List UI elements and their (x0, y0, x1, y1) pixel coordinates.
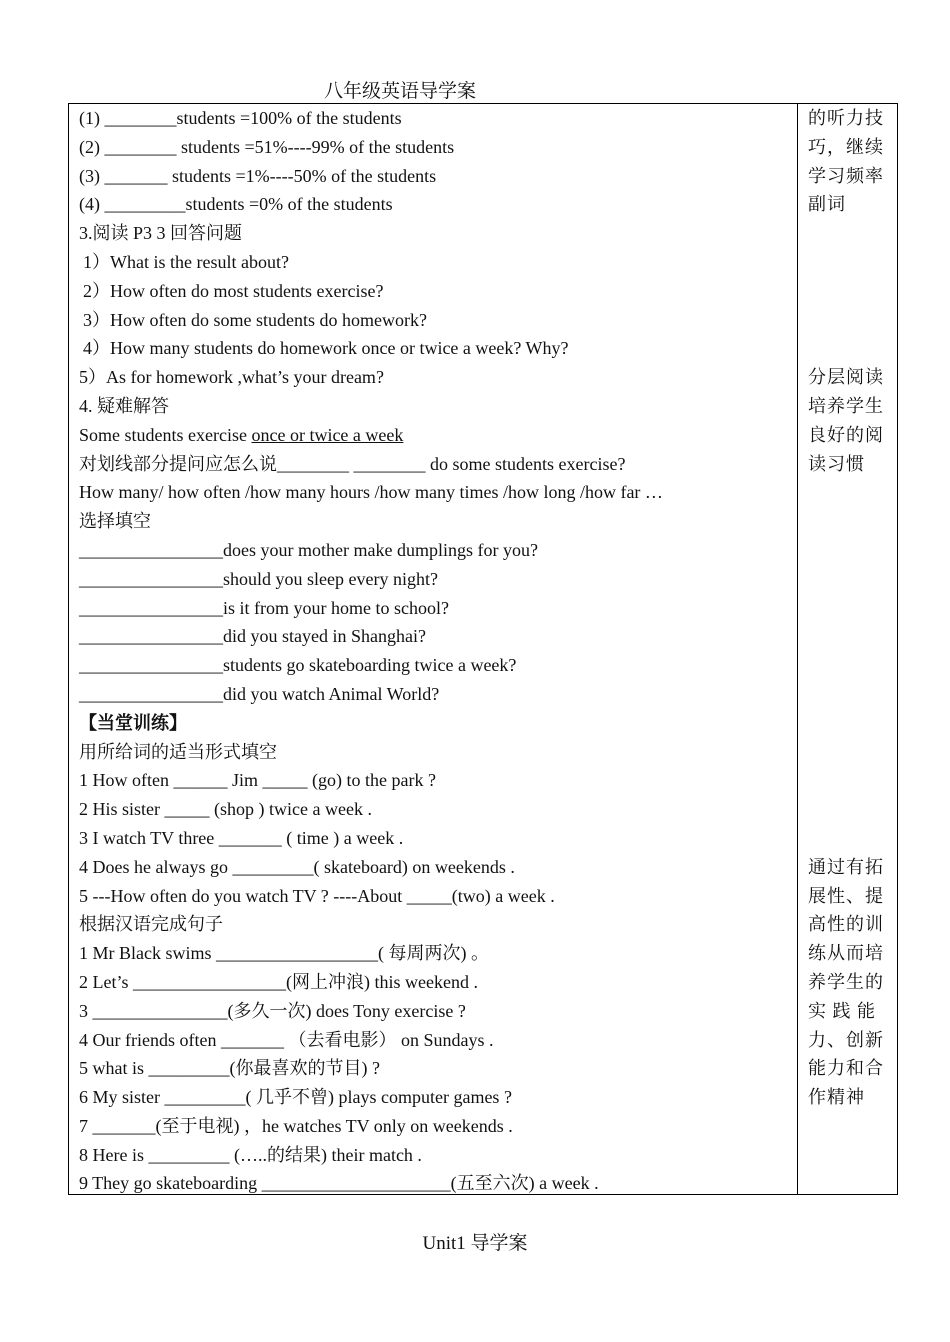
choose-item: ________________did you stayed in Shanghai? (79, 626, 426, 647)
note-line: 能力和合 (808, 1058, 884, 1079)
note-line: 实 践 能 (808, 1000, 876, 1021)
footer-title: Unit1 导学案 (422, 1233, 528, 1254)
translate-item: 7 _______(至于电视) ，he watches TV only on weekends . (79, 1115, 513, 1136)
note-line: 巧，继续 (808, 136, 884, 157)
note-line: 培养学生 (808, 395, 884, 416)
note-line: 作精神 (808, 1087, 865, 1108)
note-line: 学习频率 (808, 165, 884, 186)
practice-heading: 【当堂训练】 (79, 712, 187, 733)
reading-question: 3）How often do some students do homework? (83, 309, 427, 330)
ask-line: 对划线部分提问应怎么说________ ________ do some students exercise? (79, 453, 626, 474)
fill-item: 1 How often ______ Jim _____ (go) to the park ? (79, 770, 436, 791)
choose-item: ________________is it from your home to school? (79, 597, 449, 618)
note-line: 练从而培 (808, 943, 884, 964)
note-line: 分层阅读 (808, 367, 884, 388)
reading-heading: 3.阅读 P3 3 回答问题 (79, 223, 243, 244)
survey-line: (2) ________ students =51%----99% of the students (79, 136, 455, 157)
example-prefix: Some students exercise (79, 424, 252, 445)
note-line: 力、创新 (808, 1029, 884, 1050)
translate-item: 9 They go skateboarding _____________________(五至六次) a week . (79, 1173, 599, 1194)
doubt-heading: 4. 疑难解答 (79, 395, 169, 416)
page-title: 八年级英语导学案 (324, 81, 477, 102)
translate-item: 4 Our friends often _______ （去看电影） on Sundays . (79, 1029, 494, 1050)
translate-item: 1 Mr Black swims __________________( 每周两次) 。 (79, 943, 489, 964)
choose-item: ________________does your mother make dumplings for you? (79, 539, 538, 560)
choose-item: ________________should you sleep every night? (79, 568, 438, 589)
note-line: 副词 (808, 194, 846, 215)
fill-item: 3 I watch TV three _______ ( time ) a week . (79, 827, 404, 848)
translate-item: 5 what is _________(你最喜欢的节目) ? (79, 1058, 380, 1079)
survey-line: (4) _________students =0% of the students (79, 194, 393, 215)
note-line: 良好的阅 (808, 424, 884, 445)
note-line: 的听力技 (808, 108, 884, 128)
survey-line: (1) ________students =100% of the students (79, 108, 402, 128)
translate-item: 6 My sister _________( 几乎不曾) plays computer games ? (79, 1087, 512, 1108)
note-line: 读习惯 (808, 453, 865, 474)
reading-question: 2）How often do most students exercise? (83, 280, 384, 301)
fill-item: 5 ---How often do you watch TV ? ----About _____(two) a week . (79, 885, 555, 906)
translate-heading: 根据汉语完成句子 (79, 914, 223, 935)
translate-item: 2 Let’s _________________(网上冲浪) this weekend . (79, 971, 478, 992)
reading-question: 1）What is the result about? (83, 251, 289, 272)
note-line: 展性、提 (808, 885, 884, 906)
example-underlined: once or twice a week (251, 424, 404, 445)
translate-item: 3 _______________(多久一次) does Tony exercise ? (79, 1000, 466, 1021)
reading-question: 4）How many students do homework once or twice a week? Why? (83, 338, 569, 359)
main-column (79, 104, 791, 1198)
choose-item: ________________did you watch Animal World? (79, 683, 440, 704)
notes-column (808, 104, 890, 1112)
options-line: How many/ how often /how many hours /how many times /how long /how far … (79, 482, 663, 503)
note-line: 通过有拓 (808, 856, 884, 877)
note-line: 高性的训 (808, 914, 884, 935)
note-line: 养学生的 (808, 971, 884, 992)
reading-question: 5）As for homework ,what’s your dream? (79, 367, 384, 388)
fill-heading: 用所给词的适当形式填空 (79, 741, 277, 762)
survey-line: (3) _______ students =1%----50% of the students (79, 165, 437, 186)
translate-item: 8 Here is _________ (…..的结果) their match . (79, 1144, 422, 1165)
fill-item: 2 His sister _____ (shop ) twice a week . (79, 799, 372, 820)
choose-heading: 选择填空 (79, 511, 151, 532)
fill-item: 4 Does he always go _________( skateboard) on weekends . (79, 856, 515, 877)
choose-item: ________________students go skateboarding twice a week? (79, 655, 517, 676)
example-sentence (79, 421, 791, 450)
column-divider (797, 103, 798, 1195)
